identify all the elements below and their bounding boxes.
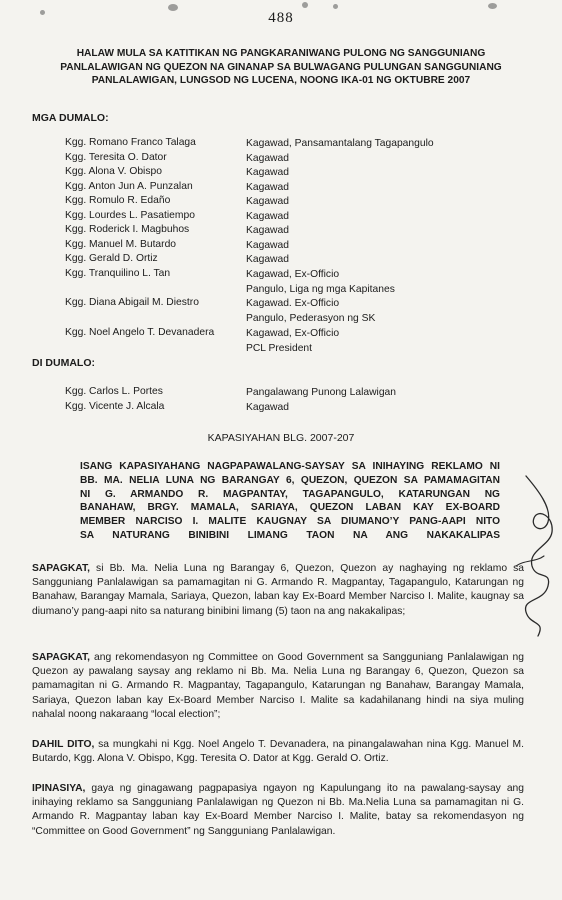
- attendee-name: Kgg. Gerald D. Ortiz: [65, 253, 158, 264]
- attendee-role: Kagawad: [246, 167, 289, 178]
- attendee-role: Kagawad, Pansamantalang Tagapangulo: [246, 138, 434, 149]
- absentee-role: Pangalawang Punong Lalawigan: [246, 387, 396, 398]
- header-line: PANLALAWIGAN, LUNGSOD NG LUCENA, NOONG IKA-01 NG OKTUBRE 2007: [91, 75, 471, 86]
- resolved-paragraph: [32, 782, 524, 839]
- resolution-title-line: BB. MA. NELIA LUNA NG BARANGAY 6, QUEZON, QUEZON SA PAMAMAGITAN: [80, 474, 500, 486]
- absentee-name: Kgg. Vicente J. Alcala: [65, 401, 165, 412]
- attendee-name: Kgg. Anton Jun A. Punzalan: [65, 181, 193, 192]
- attendee-role: Kagawad: [246, 182, 289, 193]
- scan-speck: [302, 2, 308, 8]
- scan-speck: [488, 3, 497, 9]
- minutes-header: [50, 47, 512, 88]
- attendee-name: Kgg. Noel Angelo T. Devanadera: [65, 327, 215, 338]
- attendee-role: Kagawad, Ex-Officio: [246, 269, 340, 280]
- resolution-title: [80, 460, 500, 543]
- attendee-role: Kagawad: [246, 211, 289, 222]
- attendee-role: Kagawad: [246, 153, 289, 164]
- attendee-role: Pangulo, Liga ng mga Kapitanes: [246, 284, 395, 295]
- resolution-title-line: MEMBER NARCISO I. MALITE KAUGNAY SA DIUMANO’Y PANG-AAPI NITO: [80, 516, 500, 528]
- paragraph-text: gaya ng ginagawang pagpapasiya ngayon ng Kapulungang ito na pawalang-saysay ang inihaying reklamo sa Sangguniang Panlalawigan ng Quezon ni Bb. Ma.Nelia Luna sa pamamagitan ni G. Armando R. Magpantay laban kay Ex-Board Member Narciso I. Malite, batay sa rekomendasyon ng “Committee on Good Government” ng Sangguniang Panlalawigan.: [32, 783, 524, 837]
- paragraph-lead: IPINASIYA,: [32, 783, 86, 794]
- attendee-role: Pangulo, Pederasyon ng SK: [246, 313, 376, 324]
- paragraph-lead: DAHIL DITO,: [32, 739, 95, 750]
- absentee-name: Kgg. Carlos L. Portes: [65, 386, 163, 397]
- attendee-role: Kagawad: [246, 254, 289, 265]
- attendee-name: Kgg. Manuel M. Butardo: [65, 239, 177, 250]
- attendee-role: PCL President: [246, 343, 313, 354]
- attendee-role: Kagawad. Ex-Officio: [246, 298, 340, 309]
- attendee-name: Kgg. Romano Franco Talaga: [65, 137, 196, 148]
- attendee-name: Kgg. Teresita O. Dator: [65, 152, 167, 163]
- paragraph-text: sa mungkahi ni Kgg. Noel Angelo T. Devanadera, na pinangalawahan nina Kgg. Manuel M. Butardo, Kgg. Alona V. Obispo, Kgg. Teresita O. Dator at Kgg. Gerald O. Ortiz.: [32, 739, 524, 765]
- attendee-role: Kagawad: [246, 240, 289, 251]
- handwritten-signature: [508, 470, 560, 640]
- attendee-name: Kgg. Alona V. Obispo: [65, 166, 162, 177]
- resolution-title-line: SA NATURANG BINIBINI LIMANG TAON NA ANG NAKAKALIPAS: [80, 529, 500, 541]
- attendee-name: Kgg. Diana Abigail M. Diestro: [65, 297, 199, 308]
- paragraph-text: ang rekomendasyon ng Committee on Good Government sa Sangguniang Panlalawigan ng Quezon ay pawalang saysay ang reklamo ni Bb. Ma. Nelia Luna ng Barangay 6, Quezon, Quezon sa pamamagitan ni G. Armando R. Magpantay, Tagapangulo, Katarungan ng Banahaw, Barangay Mamala, Sariaya, Quezon laban kay Ex-Board Member Narciso I. Malite sa kadahilanang hindi na siya muling nahalal noong nakaraang “local election”;: [32, 652, 524, 720]
- resolution-number: KAPASIYAHAN BLG. 2007-207: [207, 432, 355, 444]
- header-line: PANLALAWIGAN NG QUEZON NA GINANAP SA BULWAGANG PULUNGAN SANGGUNIANG: [60, 61, 502, 73]
- present-label: MGA DUMALO:: [32, 112, 109, 124]
- scan-speck: [333, 4, 338, 9]
- paragraph-lead: SAPAGKAT,: [32, 652, 90, 663]
- absentee-role: Kagawad: [246, 402, 289, 413]
- attendee-name: Kgg. Lourdes L. Pasatiempo: [65, 210, 195, 221]
- attendee-role: Kagawad, Ex-Officio: [246, 328, 340, 339]
- absent-label: DI DUMALO:: [32, 357, 95, 369]
- attendee-role: Kagawad: [246, 196, 289, 207]
- header-line: HALAW MULA SA KATITIKAN NG PANGKARANIWANG PULONG NG SANGGUNIANG: [76, 48, 486, 59]
- attendee-role: Kagawad: [246, 225, 289, 236]
- resolution-title-line: ISANG KAPASIYAHANG NAGPAPAWALANG-SAYSAY SA INIHAYING REKLAMO NI: [80, 461, 500, 472]
- paragraph-text: si Bb. Ma. Nelia Luna ng Barangay 6, Quezon, Quezon ay naghaying ng reklamo sa Sangguniang Panlalawigan sa pamamagitan ni G. Armando R. Magpantay, Tagapangulo, Katarungan ng Banahaw, Barangay Mamala, Sariaya, Quezon, laban kay Ex-Board Member Narciso I. Malite, kaugnay sa diumano’y pang-aapi nito sa naturang binibini limang (5) taon na ang nakakalipas;: [32, 563, 524, 617]
- attendee-name: Kgg. Romulo R. Edaño: [65, 195, 171, 206]
- resolution-title-line: NI G. ARMANDO R. MAGPANTAY, TAGAPANGULO, KATARUNGAN NG: [80, 488, 500, 500]
- whereas-paragraph-2: [32, 651, 524, 722]
- whereas-paragraph-1: [32, 562, 524, 619]
- paragraph-lead: SAPAGKAT,: [32, 563, 90, 574]
- attendee-name: Kgg. Roderick I. Magbuhos: [65, 224, 190, 235]
- resolution-title-line: BANAHAW, BRGY. MAMALA, SARIAYA, QUEZON LABAN KAY EX-BOARD: [80, 502, 500, 514]
- attendee-name: Kgg. Tranquilino L. Tan: [65, 268, 171, 279]
- page-number: 488: [268, 10, 294, 26]
- therefore-paragraph: [32, 738, 524, 766]
